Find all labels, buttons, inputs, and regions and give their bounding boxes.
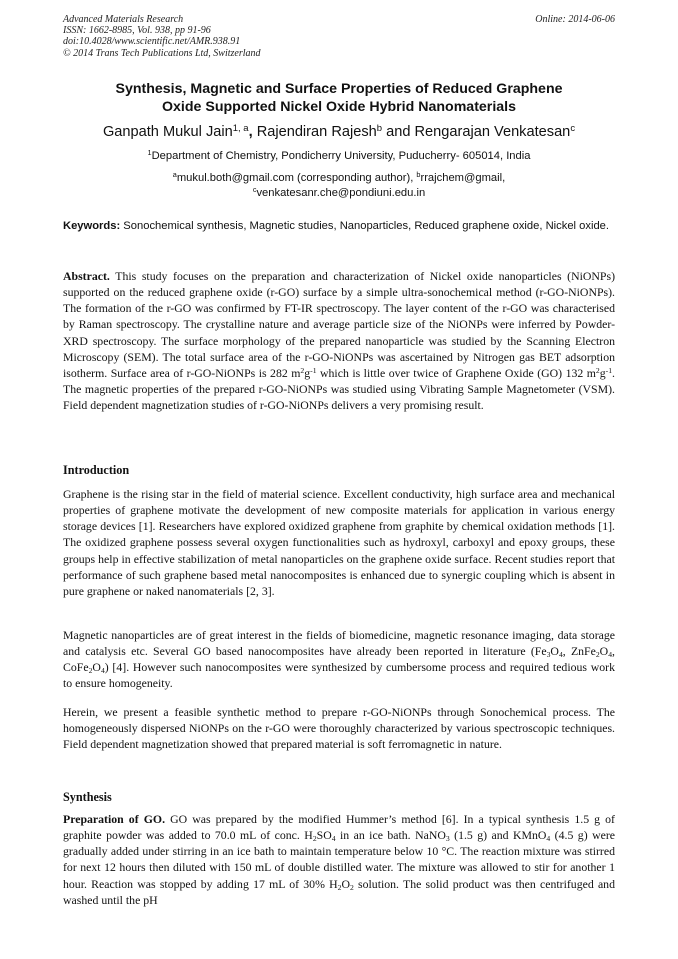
email-c-marker: c <box>252 184 257 194</box>
synthesis-heading: Synthesis <box>63 790 112 804</box>
title-line-1: Synthesis, Magnetic and Surface Properties of Reduced Graphene <box>115 81 563 97</box>
doi-line: doi:10.4028/www.scientific.net/AMR.938.91 <box>63 36 241 48</box>
affiliation-marker: 1 <box>147 148 152 157</box>
paper-title <box>40 80 638 116</box>
introduction-heading: Introduction <box>63 463 130 477</box>
introduction-paragraph-2: Magnetic nanoparticles are of great interest in the fields of biomedicine, magnetic resonance imaging, data storage and catalysis etc. Several GO based nanocomposites have already been reported in literature ($Fe_3O_4$, $ZnFe_2O_4$, $CoFe_2O_4$) [4]. However such nanocomposites were synthesized by cumbersome process and required tedious work to ensure homogeneity. <box>63 628 615 691</box>
author-separator-1: , <box>248 124 257 140</box>
author-1: Ganpath Mukul Jain <box>102 124 233 140</box>
email-c: venkatesanr.che@pondiuni.edu.in <box>256 186 426 199</box>
author-1-affiliation: 1, a <box>232 122 249 134</box>
preparation-of-go-label: Preparation of GO. <box>63 812 166 826</box>
copyright-line: © 2014 Trans Tech Publications Ltd, Switzerland <box>63 47 261 59</box>
synthesis-paragraph: Preparation of GO. GO was prepared by the modified Hummer’s method [6]. In a typical synthesis 1.5 g of graphite powder was added to 70.0 mL of conc. $H_2SO_4$ in an ice bath. NaNO$_3$ (1.5 g) and KMnO$_4$ (4.5 g) were gradually added under stirring in an ice bath to maintain temperature below 10 °C. The reaction mixture was stirred for next 12 hours then diluted with 150 mL of double distilled water. The mixture was allowed to stir for another 1 hour. Reaction was stopped by adding 17 mL of 30% $H_2O_2$ solution. The solid product was then centrifuged and washed until the pH <box>63 812 615 907</box>
author-2: Rajendiran Rajesh <box>256 124 377 140</box>
author-3-affiliation: c <box>570 122 576 134</box>
author-separator-2: and <box>382 124 415 140</box>
introduction-paragraph-1: Graphene is the rising star in the field of material science. Excellent conductivity, high surface area and mechanical properties of graphene motivate the development of new composite materials for application in various energy storage devices [1]. Researchers have explored oxidized graphene from graphite by chemical oxidation methods [1]. The oxidized graphene possess several oxygen functionalities such as hydroxyl, carboxyl and epoxy groups, these groups help in effective stabilization of metal nanoparticles on the graphene oxide surface. Recent studies report that performance of such graphene based metal nanocomposites is enhanced due to synergic coupling which is absent in pure graphene or naked nanomaterials [2, 3]. <box>63 487 615 598</box>
keywords-label: Keywords: <box>63 220 121 232</box>
abstract-paragraph: Abstract. This study focuses on the preparation and characterization of Nickel oxide nanoparticles (NiONPs) supported on the reduced graphene oxide (r-GO) surface by a simple ultra-sonochemical method (r-GO-NiONPs). The formation of the r-GO was confirmed by FT-IR spectroscopy. The layer content of the r-GO was characterised by Raman spectroscopy. The crystalline nature and average particle size of the NiONPs were inferred by Powder-XRD spectroscopy. The surface morphology of the prepared nanoparticle was studied by the Scanning Electron Microscopy (SEM). The total surface area of the r-GO-NiONPs was ascertained by Nitrogen gas BET adsorption isotherm. Surface area of r-GO-NiONPs is 282 $m^2g^{-1}$ which is little over twice of Graphene Oxide (GO) 132 $m^2g^{-1}$. The magnetic properties of the prepared r-GO-NiONPs was studied using Vibrating Sample Magnetometer (VSM). Field dependent magnetization studies of r-GO-NiONPs delivers a very promising result. <box>63 269 615 413</box>
email-a-marker: a <box>172 170 177 179</box>
journal-name: Advanced Materials Research <box>63 14 184 25</box>
keywords-text: Sonochemical synthesis, Magnetic studies, Nanoparticles, Reduced graphene oxide, Nickel oxide. <box>120 220 609 232</box>
email-b: rrajchem@gmail, <box>420 172 506 184</box>
author-emails <box>30 171 648 200</box>
running-header <box>63 14 615 59</box>
abstract-label: Abstract. <box>63 269 110 283</box>
author-2-affiliation: b <box>376 122 383 134</box>
introduction-paragraph-3: Herein, we present a feasible synthetic method to prepare r-GO-NiONPs through Sonochemical process. The homogeneously dispersed NiONPs on the r-GO were thoroughly characterized by various spectroscopic techniques. Field dependent magnetization showed that prepared material is soft ferromagnetic in nature. <box>63 705 615 752</box>
issn-line: ISSN: 1662-8985, Vol. 938, pp 91-96 <box>63 25 211 37</box>
keywords <box>63 219 615 233</box>
email-b-marker: b <box>416 170 421 179</box>
title-line-2: Oxide Supported Nickel Oxide Hybrid Nanomaterials <box>162 99 516 115</box>
email-a: mukul.both@gmail.com (corresponding author), <box>176 172 417 184</box>
author-3: Rengarajan Venkatesan <box>414 124 571 140</box>
online-date: Online: 2014-06-06 <box>535 14 615 25</box>
affiliation <box>30 149 648 163</box>
author-list <box>30 123 648 141</box>
affiliation-text: Department of Chemistry, Pondicherry University, Puducherry- 605014, India <box>151 150 531 162</box>
